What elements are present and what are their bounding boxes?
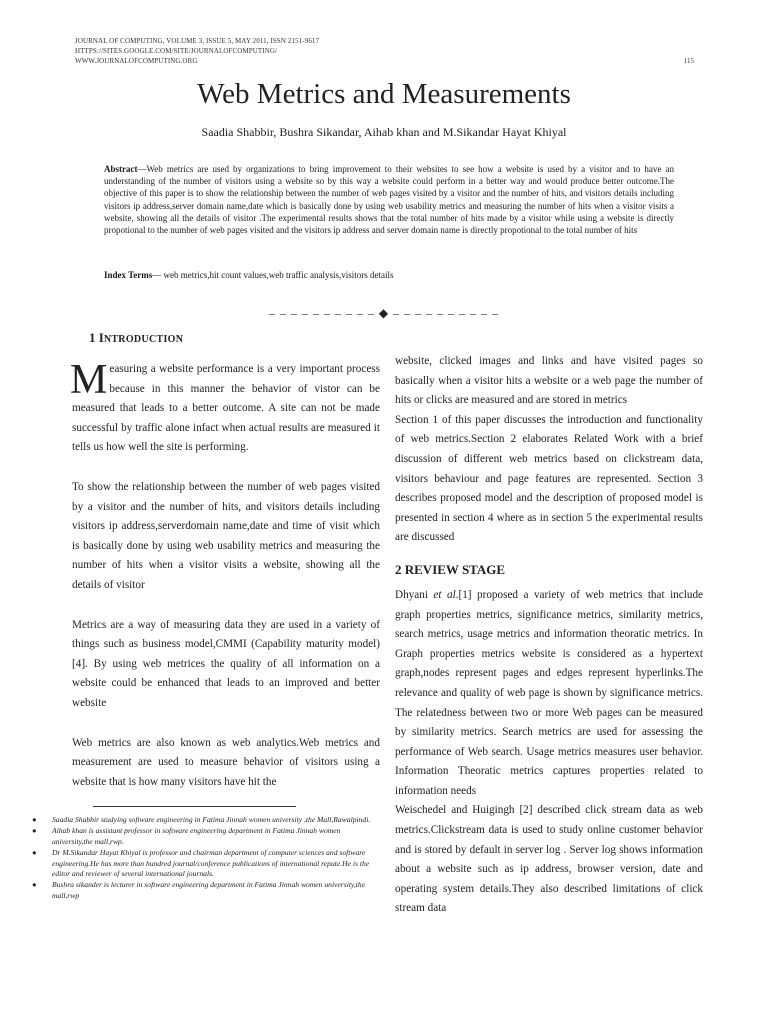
abstract-text: —Web metrics are used by organizations to bring improvement to their websites to see how a website is used by a visitor and to have an understanding of the number of visitors using a website so by this way a website could perform in a better way and would produce better outcome.The objective of this paper is to show the relationship between the number of web pages visited by a visitor and the number of hits, and visitors details including visitors ip address,server domain name,date which is basically done by using web usability metrics and measuring the number of hits when a visitor visits a website, showing all the details of visitor .The experimental results shows that the total number of hits made by a visitor while using a website is directly propotional to the number of web pages visited and the visitors ip address and server domain name is directly propotional to the total number of hits [104, 164, 674, 236]
header-line-2: HTTPS://SITES.GOOGLE.COM/SITE/JOURNALOFCOMPUTING/ [75, 47, 278, 55]
footnote-bullet: ● [32, 848, 37, 858]
header-line-3: WWW.JOURNALOFCOMPUTING.ORG [75, 57, 198, 65]
right-column [395, 352, 703, 919]
footnote-bullet: ● [32, 880, 37, 890]
footnote-rule [93, 806, 296, 807]
footnote-text: Saadia Shabbir studying software engineering in Fatima Jinnah women university ,the Mall,Rawalpindi. [52, 815, 371, 824]
intro-paragraph-2: To show the relationship between the number of web pages visited by a visitor and the number of hits, and visitors details including visitors ip address,serverdomain name,date and time of visit which is basically done by using web usability metrics and measuring the number of hits when a visitor visits a website, showing all the details of visitor [72, 480, 380, 591]
review-paragraph-2: Weischedel and Huigingh [2] described click stream data as web metrics.Clickstream data is used to study online customer behavior and is stored by default in server log . Server log shows information about a website such as ip address, browser version, date and operating system details.They also described limitations of click stream data [395, 804, 703, 915]
review-etal: et al [433, 588, 456, 601]
page-number: 115 [683, 57, 694, 65]
journal-header [75, 36, 319, 66]
footnote-text: Dr M.Sikandar Hayat Khiyal is professor and chairman department of computer sciences and software engineering.He has more than hundred journal/conference publications of international repute.He is the editor and reviewer of several international journals. [52, 848, 370, 879]
paper-authors: Saadia Shabbir, Bushra Sikandar, Aihab khan and M.Sikandar Hayat Khiyal [201, 125, 567, 139]
section-divider: – – – – – – – – – – ◆ – – – – – – – – – – [268, 306, 500, 320]
footnote-bullet: ● [32, 815, 37, 824]
section-1-title: NTRODUCTION [103, 334, 184, 345]
footnote-bullet: ● [32, 826, 37, 836]
review-paragraph-1-text: .[1] proposed a variety of web metrics that include graph properties metrics, significance metrics, similarity metrics, search metrics, usage metrics and information theoratic metrics. In Graph properties metrics website is considered as a hypertext graph,nodes represent pages and edges represent hyperlinks.The relevance and quality of web page is shown by significance metrics. The relatedness between two or more Web pages can be measured by similarity metrics. Search metrics are used for assessing the performance of Web search. Usage metrics measures user behavior. Information Theoratic metrics captures properties related to information needs [395, 588, 703, 797]
footnote-item [32, 826, 372, 847]
section-1-heading [89, 330, 380, 348]
intro-paragraph-1-text: easuring a website performance is a very important process because in this manner the behavior of vistor can be measured that leads to a better outcome. A site can not be made successful by traffic alone infact when actual results are measured it tells us how well the site is performing. [72, 363, 380, 454]
footnotes [32, 815, 372, 902]
abstract [104, 163, 674, 236]
abstract-label: Abstract [104, 164, 138, 174]
index-terms [104, 270, 674, 280]
footnote-item [32, 848, 372, 879]
section-1-number: 1 I [89, 330, 104, 345]
footnote-item [32, 880, 372, 901]
index-terms-label: Index Terms [104, 270, 153, 280]
intro-paragraph-3: Metrics are a way of measuring data they are used in a variety of things such as business model,CMMI (Capability maturity model)[4]. By using web metrices the quality of all information on a website could be enhanced that leads to an improved and better website [72, 618, 380, 709]
intro-paragraph-4: Web metrics are also known as web analytics.Web metrics and measurement are used to measure behavior of visitors using a website that is how many visitors have hit the [72, 736, 380, 788]
left-column [72, 330, 380, 792]
intro-paragraph-5: website, clicked images and links and have visited pages so basically when a visitor hits a website or a web page the number of hits or clicks are measured and are stored in metrics [395, 355, 703, 407]
section-2-heading: 2 REVIEW STAGE [395, 561, 506, 577]
paper-title: Web Metrics and Measurements [197, 78, 571, 110]
intro-paragraph-1 [70, 357, 380, 458]
footnote-text: Aihab khan is assistant professor in software engineering department in Fatima Jinnah women university,the mall,rwp. [52, 826, 341, 846]
footnote-text: Bushra sikander is lecturer in software engineering department in Fatima Jinnah women university,the mall,rwp [52, 880, 366, 900]
footnote-item [32, 815, 372, 825]
drop-cap: M [70, 357, 108, 403]
header-line-1: JOURNAL OF COMPUTING, VOLUME 3, ISSUE 5, MAY 2011, ISSN 2151-9617 [75, 37, 320, 45]
intro-paragraph-6: Section 1 of this paper discusses the introduction and functionality of web metrics.Section 2 elaborates Related Work with a brief discussion of different web metrics based on clickstream data, visitors behaviour and page features are represented. Section 3 describes proposed model and the description of proposed model is presented in section 4 where as in section 5 the experimental results are discussed [395, 413, 703, 544]
index-terms-text: — web metrics,hit count values,web traffic analysis,visitors details [152, 270, 394, 280]
review-paragraph-1 [395, 586, 703, 802]
review-author: Dhyani [395, 588, 434, 601]
